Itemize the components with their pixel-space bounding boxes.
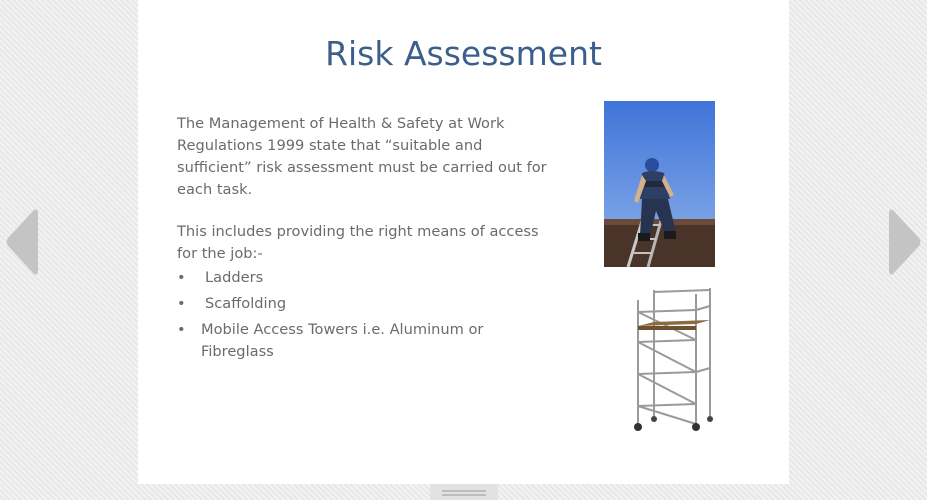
access-list xyxy=(177,267,557,363)
bullet-icon: • xyxy=(177,269,186,286)
paragraph-means-of-access: This includes providing the right means of access for the job:- xyxy=(177,223,539,262)
mobile-scaffold-tower-photo xyxy=(626,282,716,434)
worker-climbing-ladder-photo xyxy=(604,101,715,267)
list-item-label: Ladders xyxy=(205,269,264,286)
bullet-icon: • xyxy=(177,321,186,338)
list-item-ladders xyxy=(177,267,557,289)
triangle-right-icon xyxy=(889,208,923,276)
bullet-icon: • xyxy=(177,295,186,312)
slide-title: Risk Assessment xyxy=(325,34,602,73)
triangle-left-icon xyxy=(4,208,38,276)
list-item-mobile-towers xyxy=(177,319,557,363)
menu-toggle-button[interactable] xyxy=(430,484,498,500)
slide xyxy=(138,0,789,484)
list-item-label: Mobile Access Towers i.e. Aluminum or Fibreglass xyxy=(201,321,484,360)
next-slide-button[interactable] xyxy=(889,208,923,276)
slide-body xyxy=(177,113,557,367)
paragraph-regulations: The Management of Health & Safety at Work Regulations 1999 state that “suitable and sufficient” risk assessment must be carried out for each task. xyxy=(177,115,547,198)
list-item-scaffolding xyxy=(177,293,557,315)
list-item-label: Scaffolding xyxy=(205,295,287,312)
prev-slide-button[interactable] xyxy=(4,208,38,276)
